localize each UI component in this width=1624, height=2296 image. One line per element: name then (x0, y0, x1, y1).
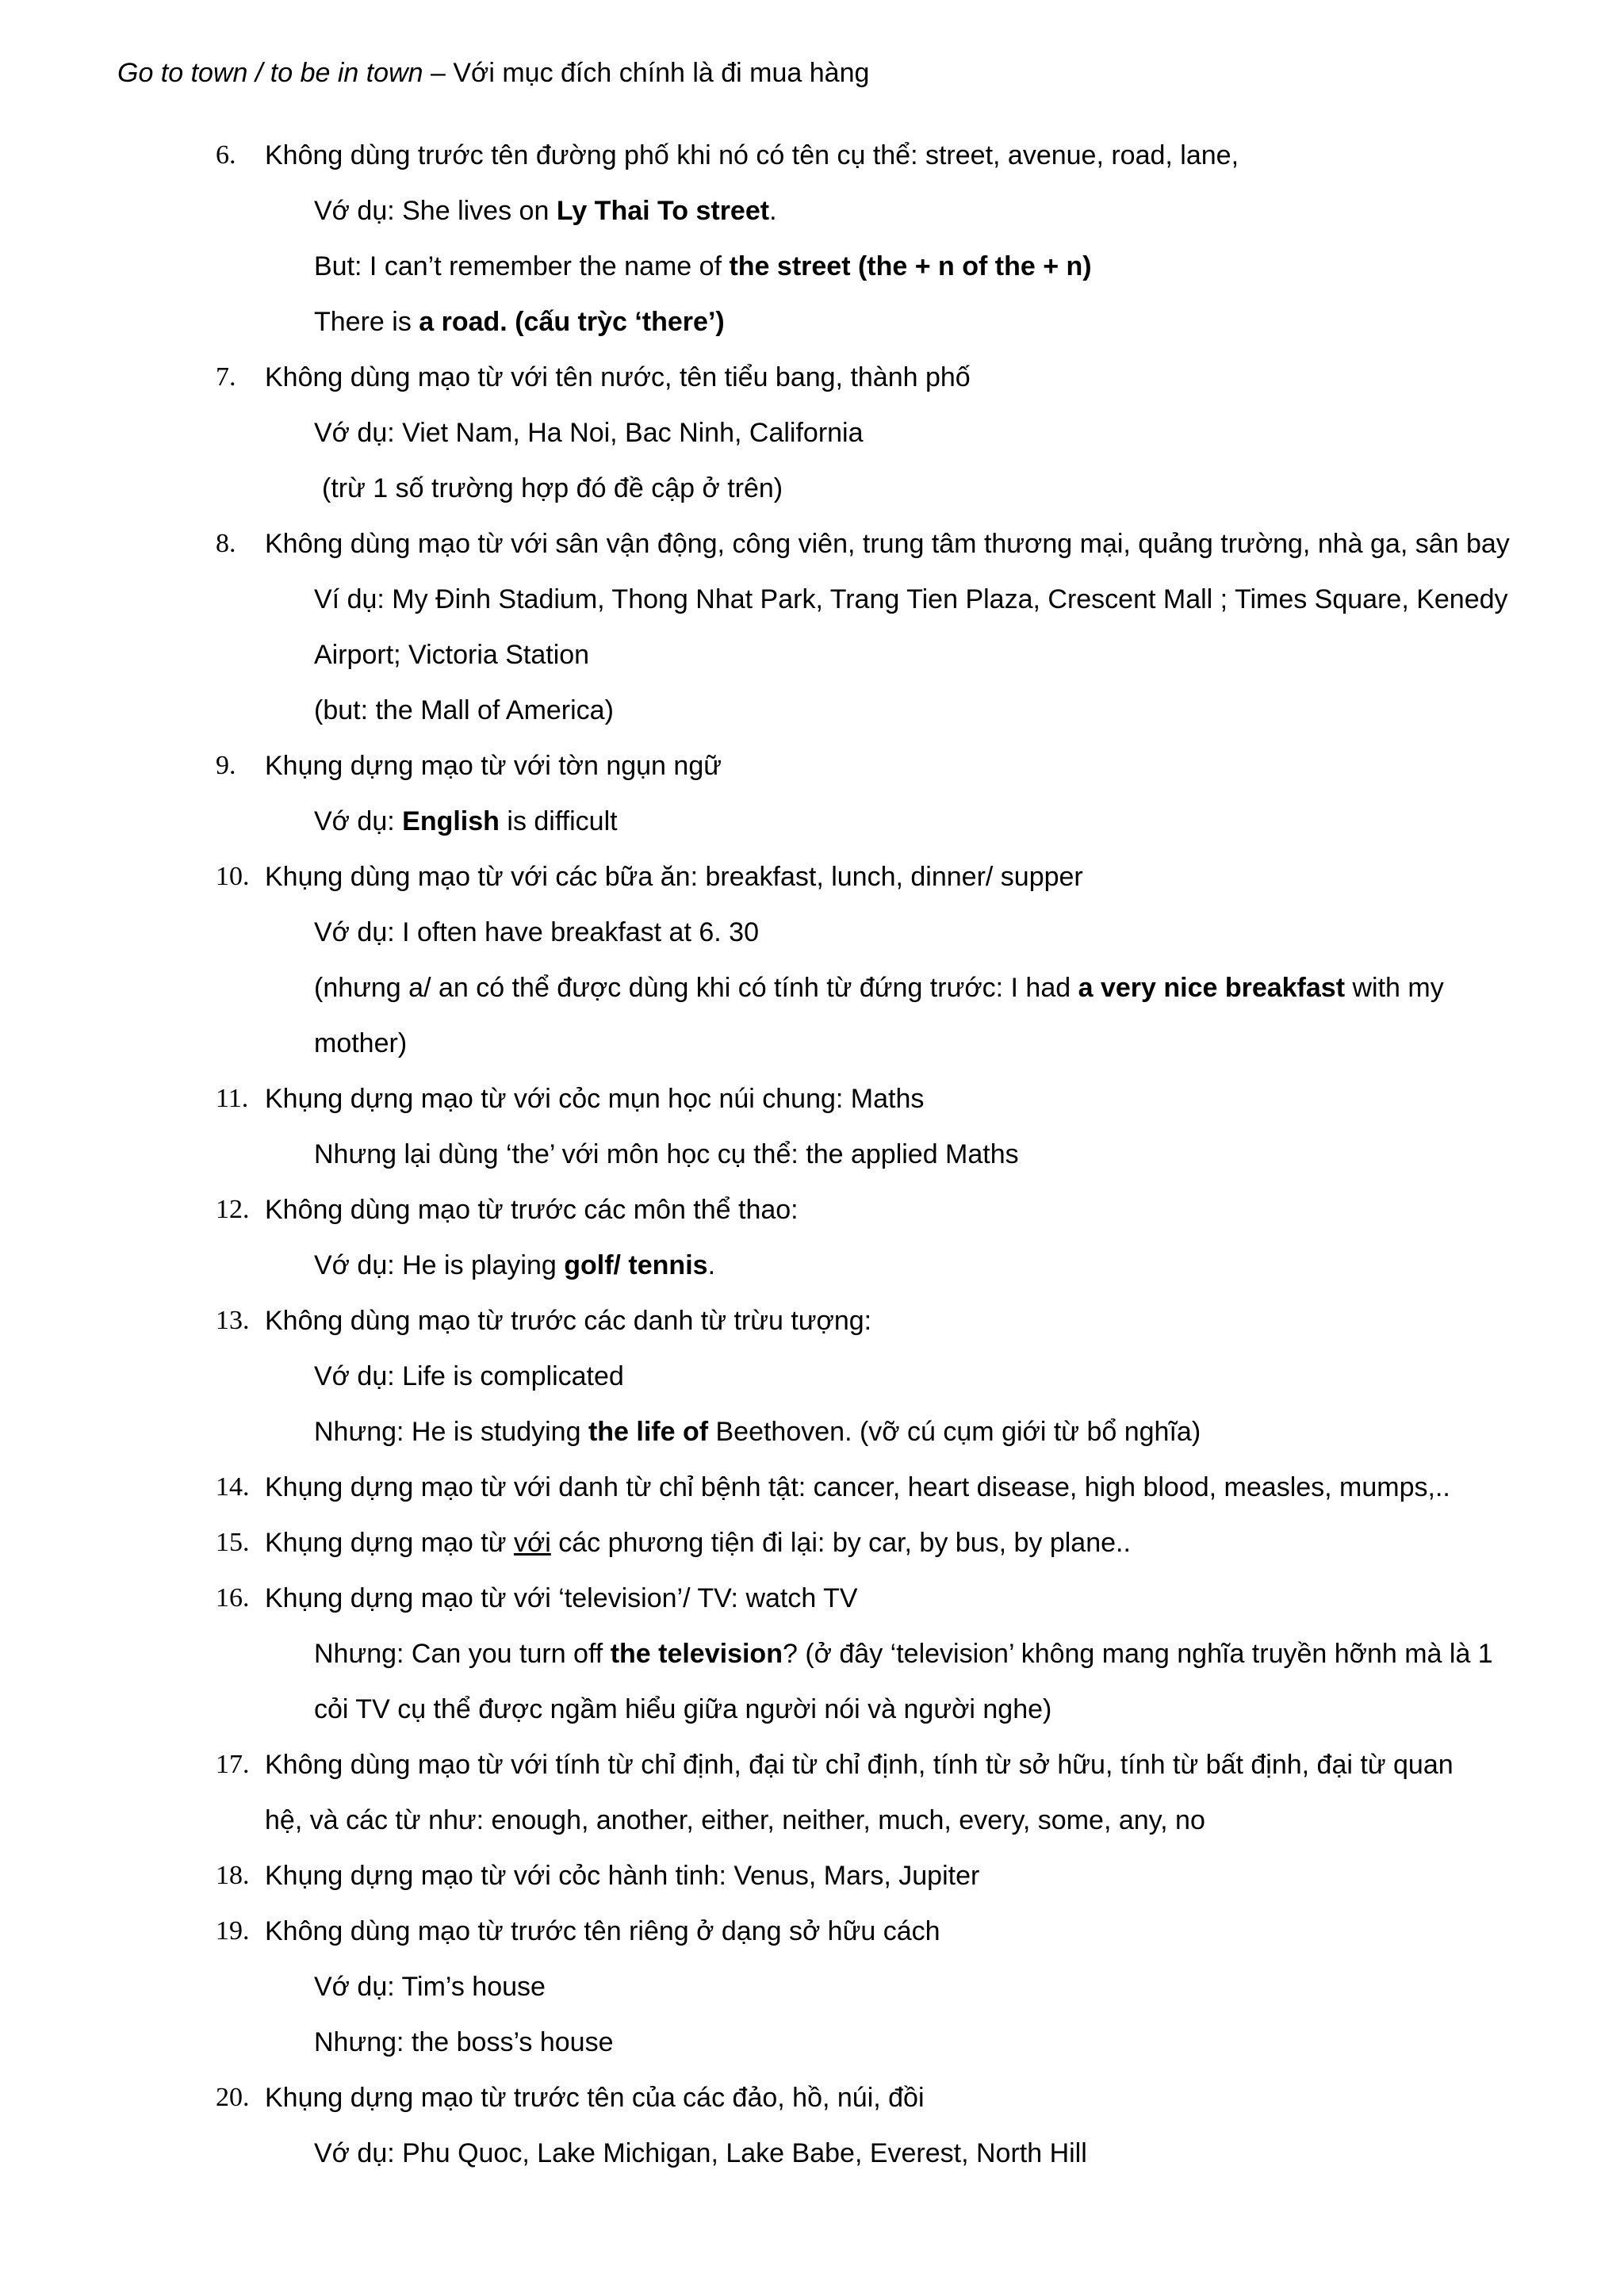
item-number: 15. (216, 1528, 250, 1557)
item-sub-line: Vớ dụ: She lives on Ly Thai To street. (314, 196, 777, 226)
item-text: Không dùng mạo từ trước các môn thể thao: (265, 1195, 799, 1225)
item-sub-line: Nhưng: He is studying the life of Beethoven. (vỡ cú cụm giới từ bổ nghĩa) (314, 1417, 1201, 1447)
item-number: 16. (216, 1583, 250, 1613)
item-sub-line: (trừ 1 số trường hợp đó đề cập ở trên) (322, 473, 783, 503)
item-sub-line: Airport; Victoria Station (314, 640, 590, 670)
item-sub-line: Nhưng lại dùng ‘the’ với môn học cụ thể: the applied Maths (314, 1139, 1019, 1169)
item-text: Khụng dựng mạo từ với ‘television’/ TV: watch TV (265, 1583, 858, 1613)
intro-italic: Go to town / to be in town (117, 58, 423, 88)
item-text: Khụng dựng mạo từ với danh từ chỉ bệnh tật: cancer, heart disease, high blood, measles, mumps,.. (265, 1472, 1450, 1502)
item-sub-line: Nhưng: the boss’s house (314, 2027, 614, 2057)
item-text: Khụng dựng mạo từ trước tên của các đảo, hồ, núi, đồi (265, 2083, 925, 2113)
item-sub-line: Vớ dụ: English is difficult (314, 806, 618, 836)
item-sub-line: (nhưng a/ an có thể được dùng khi có tính từ đứng trước: I had a very nice breakfast with my (314, 973, 1444, 1003)
item-sub-line: Vớ dụ: He is playing golf/ tennis. (314, 1250, 716, 1280)
item-text: Khụng dựng mạo từ với cỏc hành tinh: Venus, Mars, Jupiter (265, 1861, 980, 1891)
item-sub-line: Vớ dụ: Tim’s house (314, 1972, 546, 2002)
item-number: 12. (216, 1195, 250, 1224)
item-sub-line: mother) (314, 1028, 408, 1058)
item-number: 11. (216, 1084, 249, 1113)
item-text: Khụng dùng mạo từ với các bữa ăn: breakfast, lunch, dinner/ supper (265, 862, 1083, 892)
intro-rest: – Với mục đích chính là đi mua hàng (423, 58, 870, 88)
item-text: Khụng dựng mạo từ với các phương tiện đi lại: by car, by bus, by plane.. (265, 1528, 1131, 1558)
intro-line (117, 49, 869, 97)
item-number: 7. (216, 362, 236, 392)
item-sub-line: Ví dụ: My Đinh Stadium, Thong Nhat Park, Trang Tien Plaza, Crescent Mall ; Times Square, Kenedy (314, 584, 1508, 614)
item-number: 18. (216, 1861, 250, 1890)
item-sub-line: There is a road. (cấu trỳc ‘there’) (314, 307, 725, 337)
item-sub-line: Vớ dụ: Viet Nam, Ha Noi, Bac Ninh, California (314, 418, 864, 448)
item-sub-line: Vớ dụ: I often have breakfast at 6. 30 (314, 917, 759, 947)
item-text: Không dùng mạo từ trước tên riêng ở dạng sở hữu cách (265, 1916, 940, 1946)
item-number: 8. (216, 529, 236, 558)
item-number: 17. (216, 1750, 250, 1779)
item-number: 9. (216, 751, 236, 780)
item-sub-line: (but: the Mall of America) (314, 695, 614, 725)
item-number: 10. (216, 862, 250, 891)
item-number: 19. (216, 1916, 250, 1946)
item-text: Không dùng mạo từ với tính từ chỉ định, đại từ chỉ định, tính từ sở hữu, tính từ bất định, đại từ quan (265, 1750, 1454, 1780)
item-sub-line: Nhưng: Can you turn off the television? (ở đây ‘television’ không mang nghĩa truyền hỡnh mà là 1 (314, 1639, 1493, 1669)
item-text: Không dùng trước tên đường phố khi nó có tên cụ thể: street, avenue, road, lane, (265, 140, 1239, 170)
item-number: 20. (216, 2083, 250, 2112)
item-text: Không dùng mạo từ trước các danh từ trừu tượng: (265, 1306, 872, 1336)
item-sub-line: Vớ dụ: Life is complicated (314, 1361, 624, 1391)
item-sub-line: But: I can’t remember the name of the street (the + n of the + n) (314, 251, 1092, 281)
item-number: 6. (216, 140, 236, 170)
item-text: Khụng dựng mạo từ với cỏc mụn học núi chung: Maths (265, 1084, 925, 1114)
item-text-continuation: hệ, và các từ như: enough, another, either, neither, much, every, some, any, no (265, 1805, 1205, 1835)
item-sub-line: Vớ dụ: Phu Quoc, Lake Michigan, Lake Babe, Everest, North Hill (314, 2138, 1087, 2168)
item-number: 13. (216, 1306, 250, 1335)
item-sub-line: cỏi TV cụ thể được ngầm hiểu giữa người nói và người nghe) (314, 1694, 1052, 1724)
item-number: 14. (216, 1472, 250, 1502)
item-text: Không dùng mạo từ với sân vận động, công viên, trung tâm thương mại, quảng trường, nhà ga, sân bay (265, 529, 1510, 559)
item-text: Không dùng mạo từ với tên nước, tên tiểu bang, thành phố (265, 362, 971, 392)
item-text: Khụng dựng mạo từ với tờn ngụn ngữ (265, 751, 722, 781)
